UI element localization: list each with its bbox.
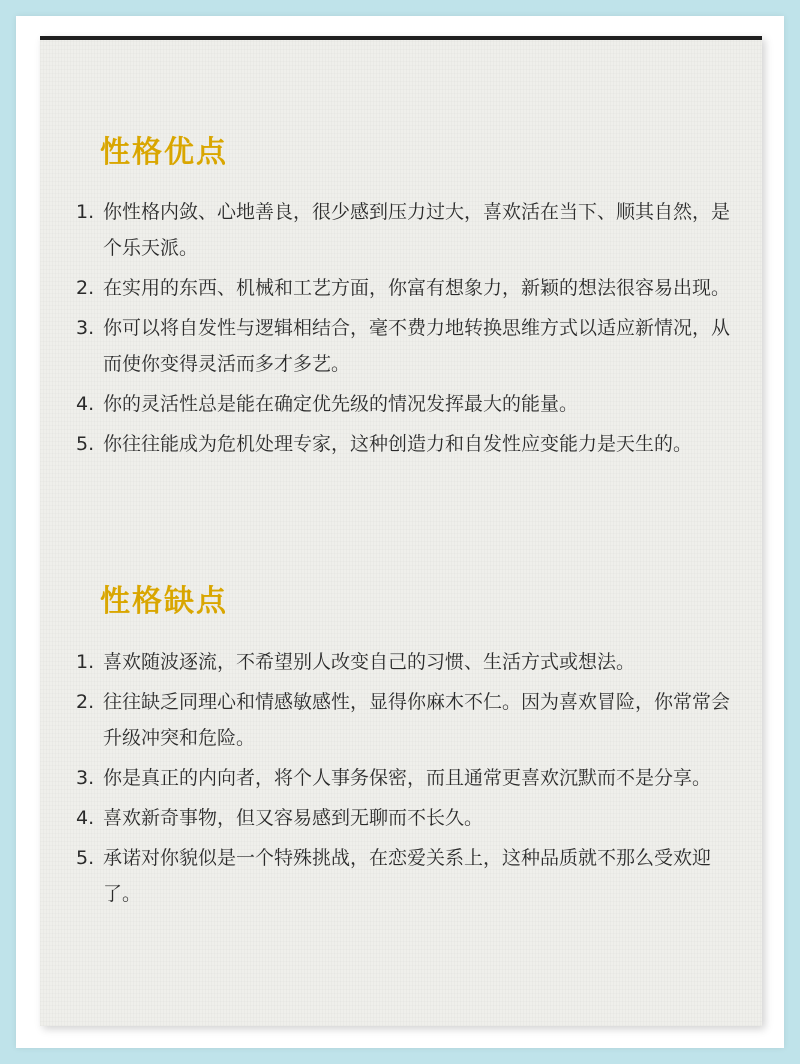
section-title-weaknesses: 性格缺点 [100, 584, 228, 619]
item-text: 你性格内敛、心地善良，很少感到压力过大，喜欢活在当下、顺其自然，是个乐天派。 [103, 201, 731, 259]
section-title-strengths: 性格优点 [100, 135, 228, 170]
item-number: 1. [76, 201, 95, 223]
list-item [76, 840, 732, 912]
item-number: 5. [76, 433, 95, 455]
list-item [76, 310, 732, 382]
list-item [76, 386, 732, 422]
item-text: 你是真正的内向者，将个人事务保密，而且通常更喜欢沉默而不是分享。 [103, 767, 712, 789]
list-item [76, 760, 732, 796]
weaknesses-list [76, 644, 732, 916]
item-text: 在实用的东西、机械和工艺方面，你富有想象力，新颖的想法很容易出现。 [103, 277, 731, 299]
item-number: 2. [76, 277, 95, 299]
item-number: 1. [76, 651, 95, 673]
item-text: 你可以将自发性与逻辑相结合，毫不费力地转换思维方式以适应新情况，从而使你变得灵活而多才多艺。 [103, 317, 731, 375]
list-item [76, 426, 732, 462]
item-text: 喜欢新奇事物，但又容易感到无聊而不长久。 [103, 807, 484, 829]
item-text: 你的灵活性总是能在确定优先级的情况发挥最大的能量。 [103, 393, 579, 415]
list-item [76, 644, 732, 680]
strengths-list [76, 194, 732, 466]
list-item [76, 270, 732, 306]
item-number: 4. [76, 393, 95, 415]
item-number: 5. [76, 847, 95, 869]
item-text: 往往缺乏同理心和情感敏感性，显得你麻木不仁。因为喜欢冒险，你常常会升级冲突和危险。 [103, 691, 731, 749]
item-number: 3. [76, 317, 95, 339]
item-text: 喜欢随波逐流，不希望别人改变自己的习惯、生活方式或想法。 [103, 651, 636, 673]
list-item [76, 684, 732, 756]
item-number: 3. [76, 767, 95, 789]
list-item [76, 194, 732, 266]
item-text: 你往往能成为危机处理专家，这种创造力和自发性应变能力是天生的。 [103, 433, 693, 455]
list-item [76, 800, 732, 836]
item-text: 承诺对你貌似是一个特殊挑战，在恋爱关系上，这种品质就不那么受欢迎了。 [103, 847, 712, 905]
item-number: 2. [76, 691, 95, 713]
item-number: 4. [76, 807, 95, 829]
